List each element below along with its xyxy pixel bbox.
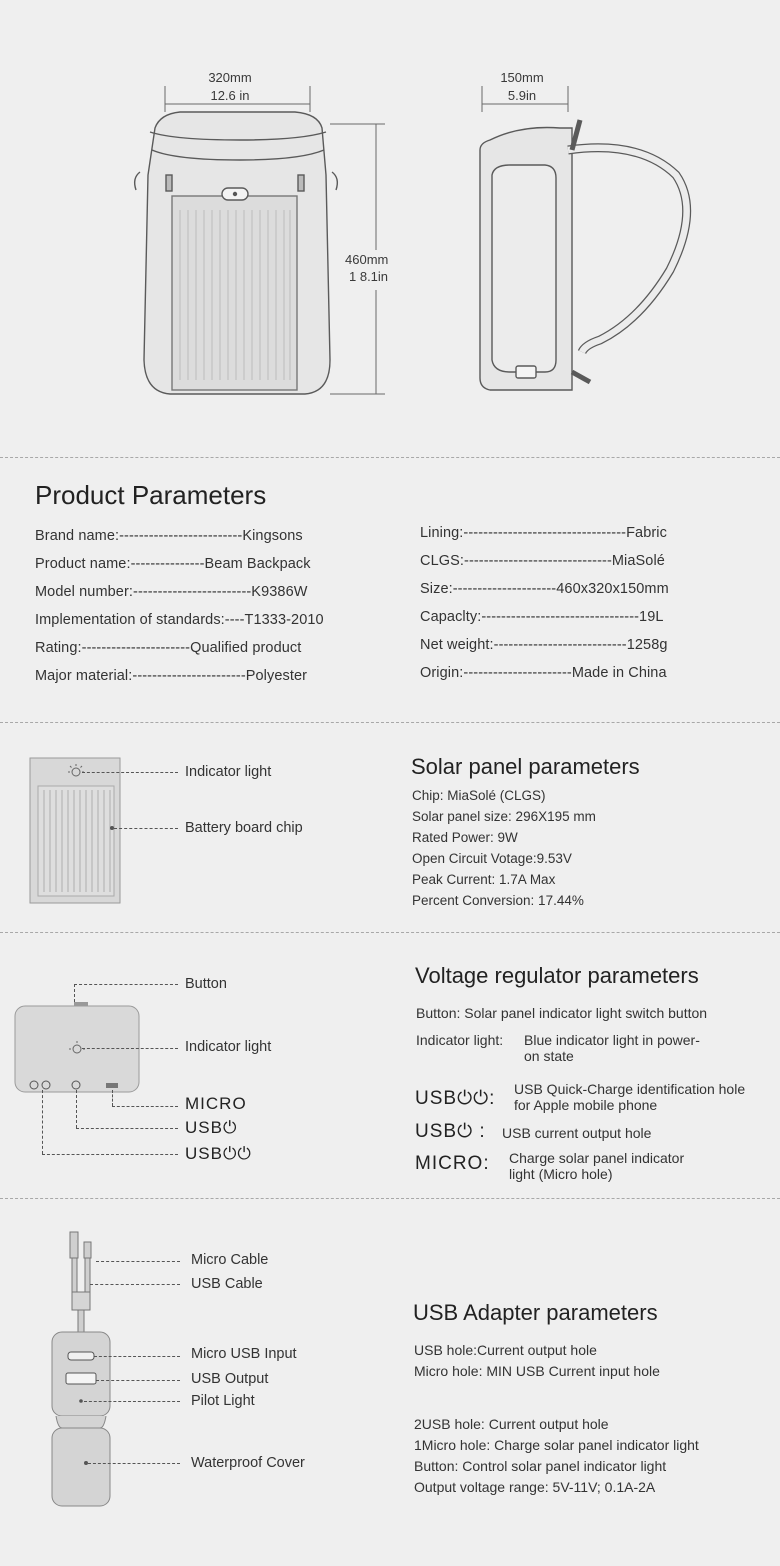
vr-micro-leader	[112, 1106, 178, 1107]
vr-row-micro-desc: Charge solar panel indicator light (Micro hole)	[509, 1150, 685, 1182]
vr-micro-label: MICRO	[185, 1094, 247, 1113]
voltage-regulator-title: Voltage regulator parameters	[415, 963, 699, 988]
usb-spec-output-voltage: Output voltage range: 5V-11V; 0.1A-2A	[414, 1479, 656, 1495]
solar-spec-current: Peak Current: 1.7A Max	[412, 872, 556, 887]
solar-indicator-light-label: Indicator light	[185, 764, 272, 780]
depth-in: 5.9in	[507, 88, 537, 103]
usb-adapter-title: USB Adapter parameters	[413, 1300, 658, 1325]
solar-panel-title: Solar panel parameters	[411, 754, 640, 779]
divider-2	[0, 722, 780, 723]
vr-usb2-leader	[42, 1154, 178, 1155]
vr-row-usb-desc: USB current output hole	[502, 1125, 652, 1141]
vr-row-usb2-desc: USB Quick-Charge identification hole for Apple mobile phone	[514, 1081, 746, 1113]
solar-spec-chip: Chip: MiaSolé (CLGS)	[412, 788, 546, 803]
divider-1	[0, 457, 780, 458]
vr-indicator-key: Indicator light:	[416, 1032, 504, 1048]
solar-panel-illustration	[28, 756, 124, 906]
usb-spec-1micro-hole: 1Micro hole: Charge solar panel indicator light	[414, 1437, 699, 1453]
vr-row-micro-key: MICRO:	[415, 1153, 490, 1174]
vr-indicator-desc: Blue indicator light in power-on state	[524, 1032, 700, 1064]
solar-spec-size: Solar panel size: 296X195 mm	[412, 809, 596, 824]
product-parameters-title: Product Parameters	[35, 480, 267, 510]
vr-usb2-label: USB⏻⏻	[185, 1144, 252, 1163]
usb-spec-micro-hole: Micro hole: MIN USB Current input hole	[414, 1363, 660, 1379]
height-mm: 460mm	[345, 252, 389, 267]
solar-spec-power: Rated Power: 9W	[412, 830, 518, 845]
vr-row-usb-key: USB⏻ :	[415, 1121, 486, 1142]
vr-button-leader	[74, 984, 178, 985]
usb-adapter-illustration	[48, 1228, 118, 1510]
vr-indicator-leader	[82, 1048, 178, 1049]
waterproof-cover-leader	[88, 1463, 180, 1464]
param-clgs: CLGS:------------------------------MiaSolé	[420, 553, 665, 569]
vr-micro-vleader	[112, 1090, 113, 1106]
param-capacity: Capaclty:--------------------------------19L	[420, 609, 664, 625]
vr-row-usb2-key: USB⏻⏻:	[415, 1088, 496, 1109]
vr-button-spec: Button: Solar panel indicator light switch button	[416, 1005, 708, 1021]
param-brand-name: Brand name:-------------------------Kingsons	[35, 528, 303, 544]
divider-4	[0, 1198, 780, 1199]
height-in: 1 8.1in	[349, 269, 389, 284]
solar-indicator-leader	[82, 772, 178, 773]
solar-spec-voltage: Open Circuit Votage:9.53V	[412, 851, 572, 866]
usb-output-label: USB Output	[191, 1371, 269, 1387]
param-product-name: Product name:---------------Beam Backpack	[35, 556, 311, 572]
usb-spec-button: Button: Control solar panel indicator light	[414, 1458, 667, 1474]
pilot-light-leader	[84, 1401, 180, 1402]
solar-spec-conversion: Percent Conversion: 17.44%	[412, 893, 584, 908]
micro-cable-label: Micro Cable	[191, 1252, 269, 1268]
param-rating: Rating:----------------------Qualified product	[35, 640, 302, 656]
depth-mm: 150mm	[500, 70, 544, 85]
pilot-light-label: Pilot Light	[191, 1393, 255, 1409]
param-origin: Origin:----------------------Made in China	[420, 665, 667, 681]
front-width-in: 12.6 in	[210, 88, 250, 103]
param-size: Size:---------------------460x320x150mm	[420, 581, 669, 597]
param-material: Major material:-----------------------Polyester	[35, 668, 308, 684]
front-width-mm: 320mm	[208, 70, 252, 85]
micro-usb-input-label: Micro USB Input	[191, 1346, 297, 1362]
divider-3	[0, 932, 780, 933]
vr-usb-vleader	[76, 1090, 77, 1128]
vr-usb2-vleader	[42, 1090, 43, 1154]
vr-button-vleader	[74, 984, 75, 1002]
micro-usb-input-leader	[94, 1356, 180, 1357]
vr-button-label: Button	[185, 976, 227, 992]
param-lining: Lining:---------------------------------Fabric	[420, 525, 667, 541]
usb-spec-2usb-hole: 2USB hole: Current output hole	[414, 1416, 609, 1432]
battery-board-chip-label: Battery board chip	[185, 820, 303, 836]
usb-spec-usb-hole: USB hole:Current output hole	[414, 1342, 597, 1358]
usb-cable-leader	[90, 1284, 180, 1285]
param-standards: Implementation of standards:----T1333-2010	[35, 612, 324, 628]
battery-chip-leader	[114, 828, 178, 829]
usb-output-leader	[96, 1380, 180, 1381]
vr-usb-label: USB⏻	[185, 1118, 238, 1137]
usb-cable-label: USB Cable	[191, 1276, 263, 1292]
voltage-regulator-illustration	[10, 980, 145, 1095]
param-net-weight: Net weight:---------------------------1258g	[420, 637, 668, 653]
vr-indicator-light-label: Indicator light	[185, 1039, 272, 1055]
param-model-number: Model number:------------------------K9386W	[35, 584, 308, 600]
micro-cable-leader	[96, 1261, 180, 1262]
backpack-drawings	[0, 0, 780, 440]
waterproof-cover-label: Waterproof Cover	[191, 1455, 305, 1471]
vr-usb-leader	[76, 1128, 178, 1129]
